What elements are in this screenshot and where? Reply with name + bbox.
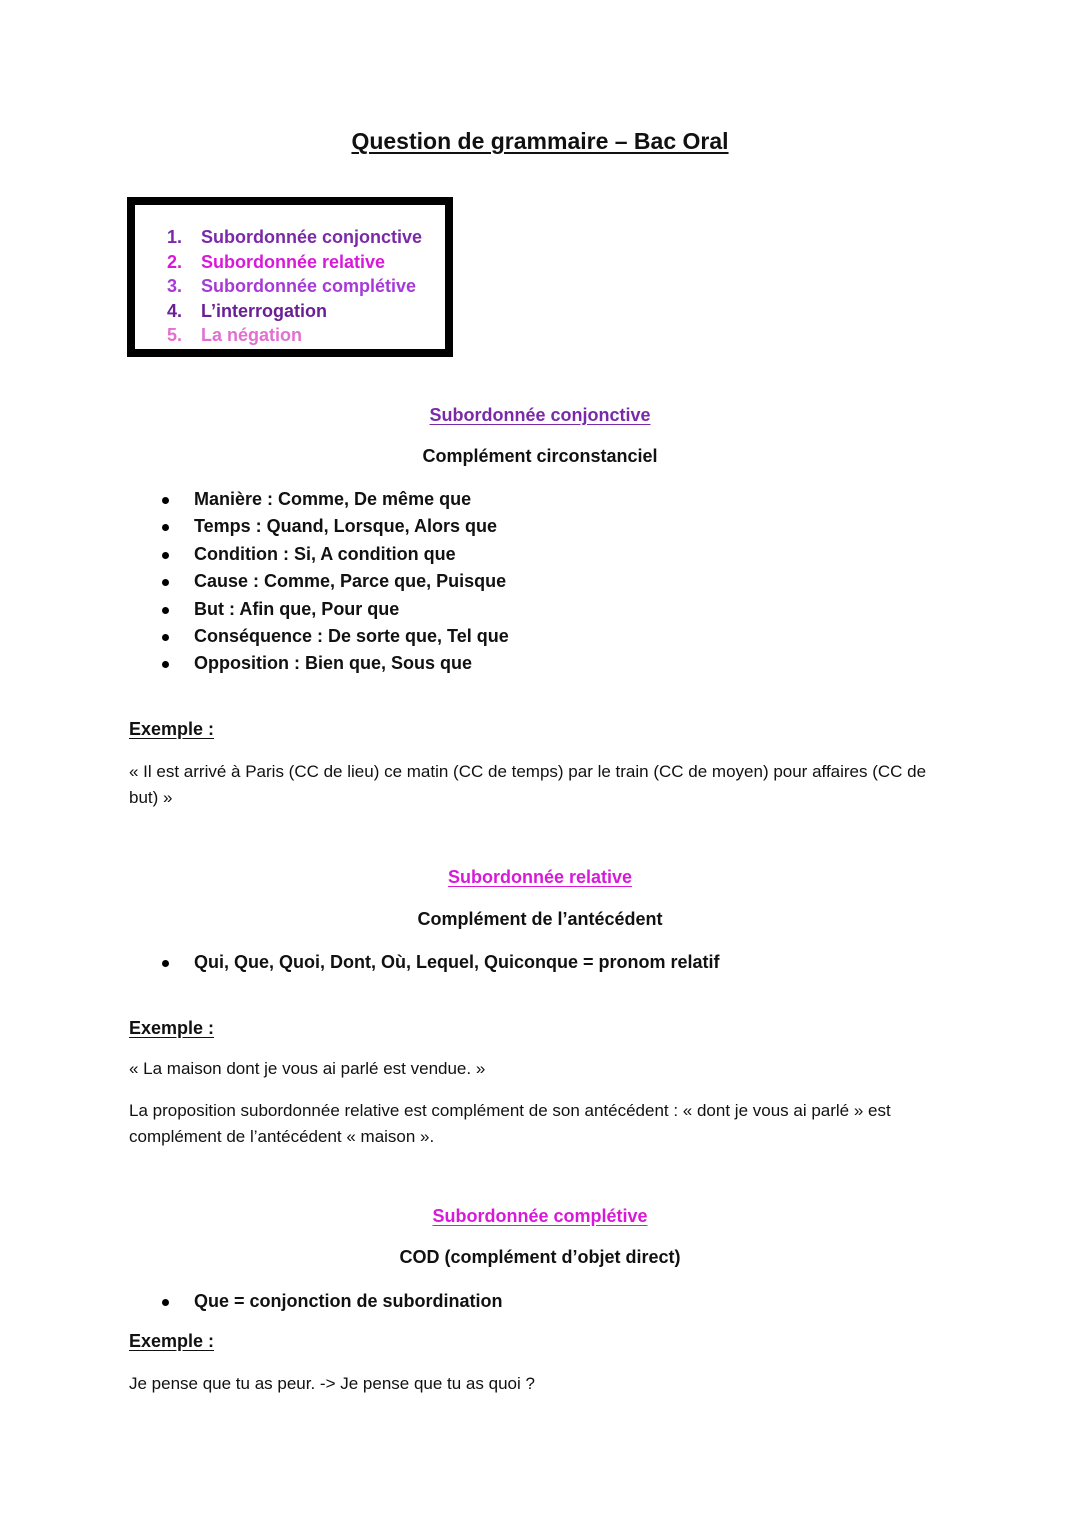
section-title-conjonctive: Subordonnée conjonctive <box>429 405 651 425</box>
bullet-list <box>0 486 509 678</box>
section-subtitle: COD (complément d’objet direct) <box>399 1247 681 1267</box>
bullet-icon <box>162 661 169 668</box>
toc-item-number: 2. <box>167 251 183 272</box>
example-label: Exemple : <box>129 1331 215 1351</box>
section-title-completive: Subordonnée complétive <box>432 1206 648 1226</box>
toc-item <box>167 274 445 299</box>
list-item: Que = conjonction de subordination <box>0 1288 503 1315</box>
list-item: But : Afin que, Pour que <box>0 596 509 623</box>
toc-item-number: 1. <box>167 227 183 247</box>
toc-item-number: 3. <box>167 276 183 296</box>
toc-item <box>167 323 445 348</box>
bullet-icon <box>162 1299 169 1306</box>
bullet-list <box>0 1288 503 1315</box>
section-subtitle: Complément de l’antécédent <box>417 909 663 929</box>
list-item: Opposition : Bien que, Sous que <box>0 650 509 677</box>
toc-item <box>167 250 445 275</box>
toc-item <box>167 299 445 324</box>
toc-item-label: Subordonnée relative <box>201 251 386 272</box>
toc-item-label: L’interrogation <box>201 300 327 321</box>
list-item: Cause : Comme, Parce que, Puisque <box>0 568 509 595</box>
list-item: Manière : Comme, De même que <box>0 486 509 513</box>
table-of-contents-box <box>127 197 453 357</box>
bullet-icon <box>162 524 169 531</box>
page-title: Question de grammaire – Bac Oral <box>351 128 729 154</box>
section-title-relative: Subordonnée relative <box>447 867 633 887</box>
explanation-text: La proposition subordonnée relative est complément de son antécédent : « dont je vous ai parlé » est complément de l’antécédent « maison ». <box>129 1101 891 1146</box>
list-item: Temps : Quand, Lorsque, Alors que <box>0 513 509 540</box>
list-item: Qui, Que, Quoi, Dont, Où, Lequel, Quiconque = pronom relatif <box>0 949 720 976</box>
toc-list <box>135 205 445 348</box>
toc-item-label: La négation <box>201 325 303 345</box>
bullet-icon <box>162 552 169 559</box>
bullet-icon <box>162 634 169 641</box>
bullet-icon <box>162 607 169 614</box>
toc-item-label: Subordonnée conjonctive <box>201 227 423 247</box>
toc-item-number: 4. <box>167 300 183 321</box>
bullet-icon <box>162 579 169 586</box>
bullet-icon <box>162 497 169 504</box>
bullet-list <box>0 949 720 976</box>
toc-item-number: 5. <box>167 325 183 345</box>
toc-item-label: Subordonnée complétive <box>201 276 417 296</box>
example-text: « La maison dont je vous ai parlé est vendue. » <box>129 1059 486 1078</box>
bullet-icon <box>162 960 169 967</box>
list-item: Conséquence : De sorte que, Tel que <box>0 623 509 650</box>
example-label: Exemple : <box>129 1018 215 1038</box>
section-subtitle: Complément circonstanciel <box>422 446 658 466</box>
example-label: Exemple : <box>129 719 215 739</box>
toc-item <box>167 225 445 250</box>
example-text: Je pense que tu as peur. -> Je pense que tu as quoi ? <box>129 1374 535 1393</box>
list-item: Condition : Si, A condition que <box>0 541 509 568</box>
example-text: « Il est arrivé à Paris (CC de lieu) ce matin (CC de temps) par le train (CC de moyen) pour affaires (CC de but) » <box>129 762 927 807</box>
